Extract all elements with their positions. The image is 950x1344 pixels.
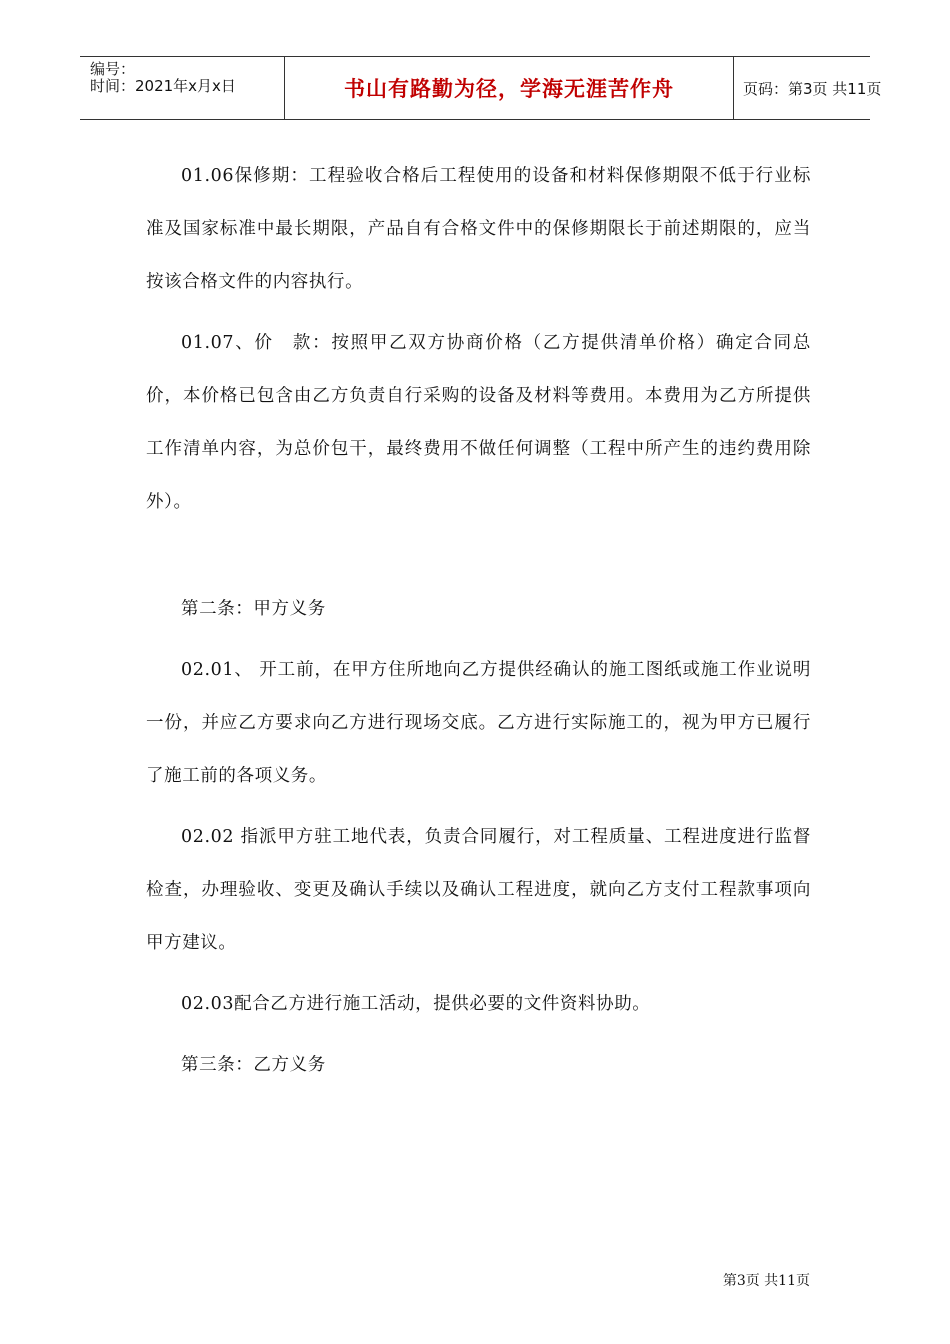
header-motto: 书山有路勤为径，学海无涯苦作舟 (284, 57, 734, 119)
section-heading-article-3: 第三条：乙方义务 (181, 1055, 326, 1075)
header-page-info: 页码：第3页 共11页 (743, 79, 882, 98)
document-number-label: 编号： (90, 60, 136, 78)
clause-01-06: 01.06保修期：工程验收合格后工程使用的设备和材料保修期限不低于行业标准及国家标准中最长期限，产品自有合格文件中的保修期限长于前述期限的，应当按该合格文件的内容执行。 (146, 166, 811, 292)
clause-02-02: 02.02 指派甲方驻工地代表，负责合同履行，对工程质量、工程进度进行监督检查，办理验收、变更及确认手续以及确认工程进度，就向乙方支付工程款事项向甲方建议。 (146, 827, 811, 953)
document-time-label: 时间：2021年x月x日 (90, 77, 236, 95)
clause-02-01: 02.01、 开工前，在甲方住所地向乙方提供经确认的施工图纸或施工作业说明一份，并应乙方要求向乙方进行现场交底。乙方进行实际施工的，视为甲方已履行了施工前的各项义务。 (146, 660, 811, 786)
section-spacer (146, 537, 811, 583)
page-header (80, 56, 882, 120)
header-meta (80, 57, 284, 119)
document-body (146, 150, 811, 1100)
page-footer-number: 第3页 共11页 (722, 1273, 810, 1289)
section-heading-article-2: 第二条：甲方义务 (181, 599, 326, 619)
clause-02-03: 02.03配合乙方进行施工活动，提供必要的文件资料协助。 (181, 994, 651, 1014)
clause-01-07: 01.07、价 款：按照甲乙双方协商价格（乙方提供清单价格）确定合同总价，本价格已包含由乙方负责自行采购的设备及材料等费用。本费用为乙方所提供工作清单内容，为总价包干，最终费用不做任何调整（工程中所产生的违约费用除外）。 (146, 333, 811, 512)
